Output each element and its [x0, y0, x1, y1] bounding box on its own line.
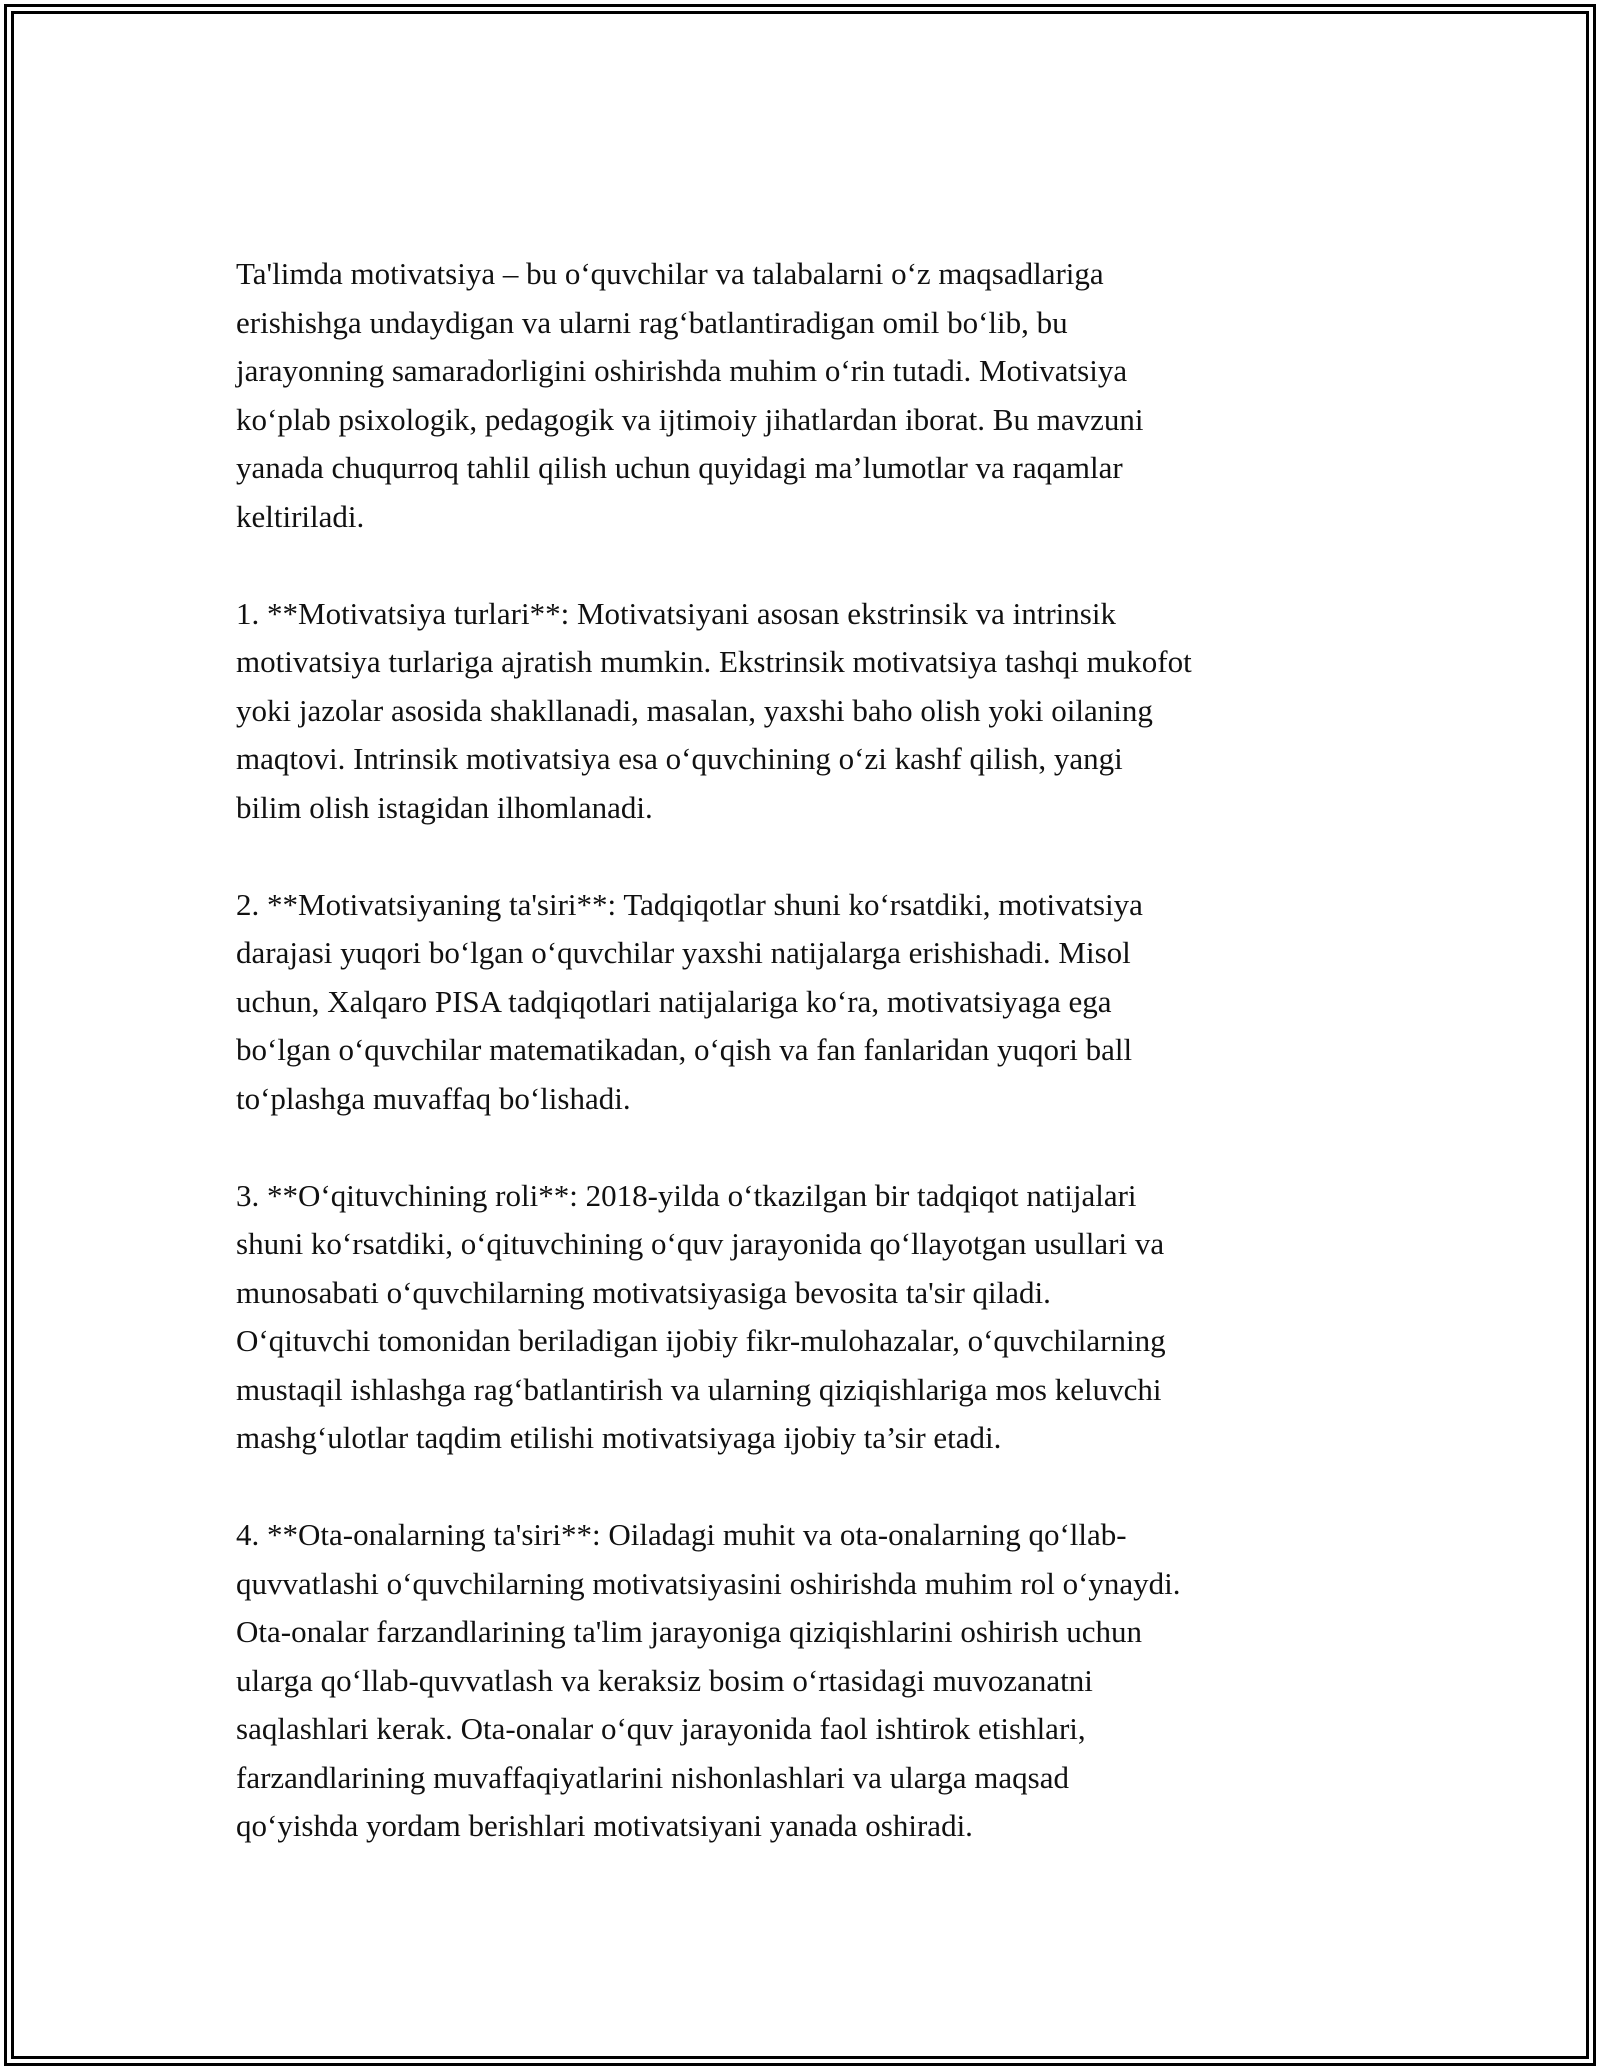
- paragraph-teacher-role: 3. **O‘qituvchining roli**: 2018-yilda o‘tkazilgan bir tadqiqot natijalari shuni ko‘rsatdiki, o‘qituvchining o‘quv jarayonida qo‘llayotgan usullari va munosabati o‘quvchilarning motivatsiyasiga bevosita ta'sir qiladi. O‘qituvchi tomonidan beriladigan ijobiy fikr-mulohazalar, o‘quvchilarning mustaqil ishlashga rag‘batlantirish va ularning qiziqishlariga mos keluvchi mashg‘ulotlar taqdim etilishi motivatsiyaga ijobiy ta’sir etadi.: [236, 1177, 1166, 1455]
- intro-paragraph: Ta'limda motivatsiya – bu o‘quvchilar va talabalarni o‘z maqsadlariga erishishga undaydigan va ularni rag‘batlantiradigan omil bo‘lib, bu jarayonning samaradorligini oshirishda muhim o‘rin tutadi. Motivatsiya ko‘plab psixologik, pedagogik va ijtimoiy jihatlardan iborat. Bu mavzuni yanada chuqurroq tahlil qilish uchun quyidagi ma’lumotlar va raqamlar keltiriladi.: [236, 256, 1144, 534]
- paragraph-motivation-impact: 2. **Motivatsiyaning ta'siri**: Tadqiqotlar shuni ko‘rsatdiki, motivatsiya darajasi yuqori bo‘lgan o‘quvchilar yaxshi natijalarga erishishadi. Misol uchun, Xalqaro PISA tadqiqotlari natijalariga ko‘ra, motivatsiyaga ega bo‘lgan o‘quvchilar matematikadan, o‘qish va fan fanlaridan yuqori ball to‘plashga muvaffaq bo‘lishadi.: [236, 886, 1143, 1116]
- document-body: [236, 250, 1396, 1851]
- paragraph-motivation-types: 1. **Motivatsiya turlari**: Motivatsiyani asosan ekstrinsik va intrinsik motivatsiya turlariga ajratish mumkin. Ekstrinsik motivatsiya tashqi mukofot yoki jazolar asosida shakllanadi, masalan, yaxshi baho olish yoki oilaning maqtovi. Intrinsik motivatsiya esa o‘quvchining o‘zi kashf qilish, yangi bilim olish istagidan ilhomlanadi.: [236, 595, 1192, 825]
- paragraph-parents-impact: 4. **Ota-onalarning ta'siri**: Oiladagi muhit va ota-onalarning qo‘llab- quvvatlashi o‘quvchilarning motivatsiyasini oshirishda muhim rol o‘ynaydi. Ota-onalar farzandlarining ta'lim jarayoniga qiziqishlarini oshirish uchun ularga qo‘llab-quvvatlash va keraksiz bosim o‘rtasidagi muvozanatni saqlashlari kerak. Ota-onalar o‘quv jarayonida faol ishtirok etishlari, farzandlarining muvaffaqiyatlarini nishonlashlari va ularga maqsad qo‘yishda yordam berishlari motivatsiyani yanada oshiradi.: [236, 1517, 1181, 1843]
